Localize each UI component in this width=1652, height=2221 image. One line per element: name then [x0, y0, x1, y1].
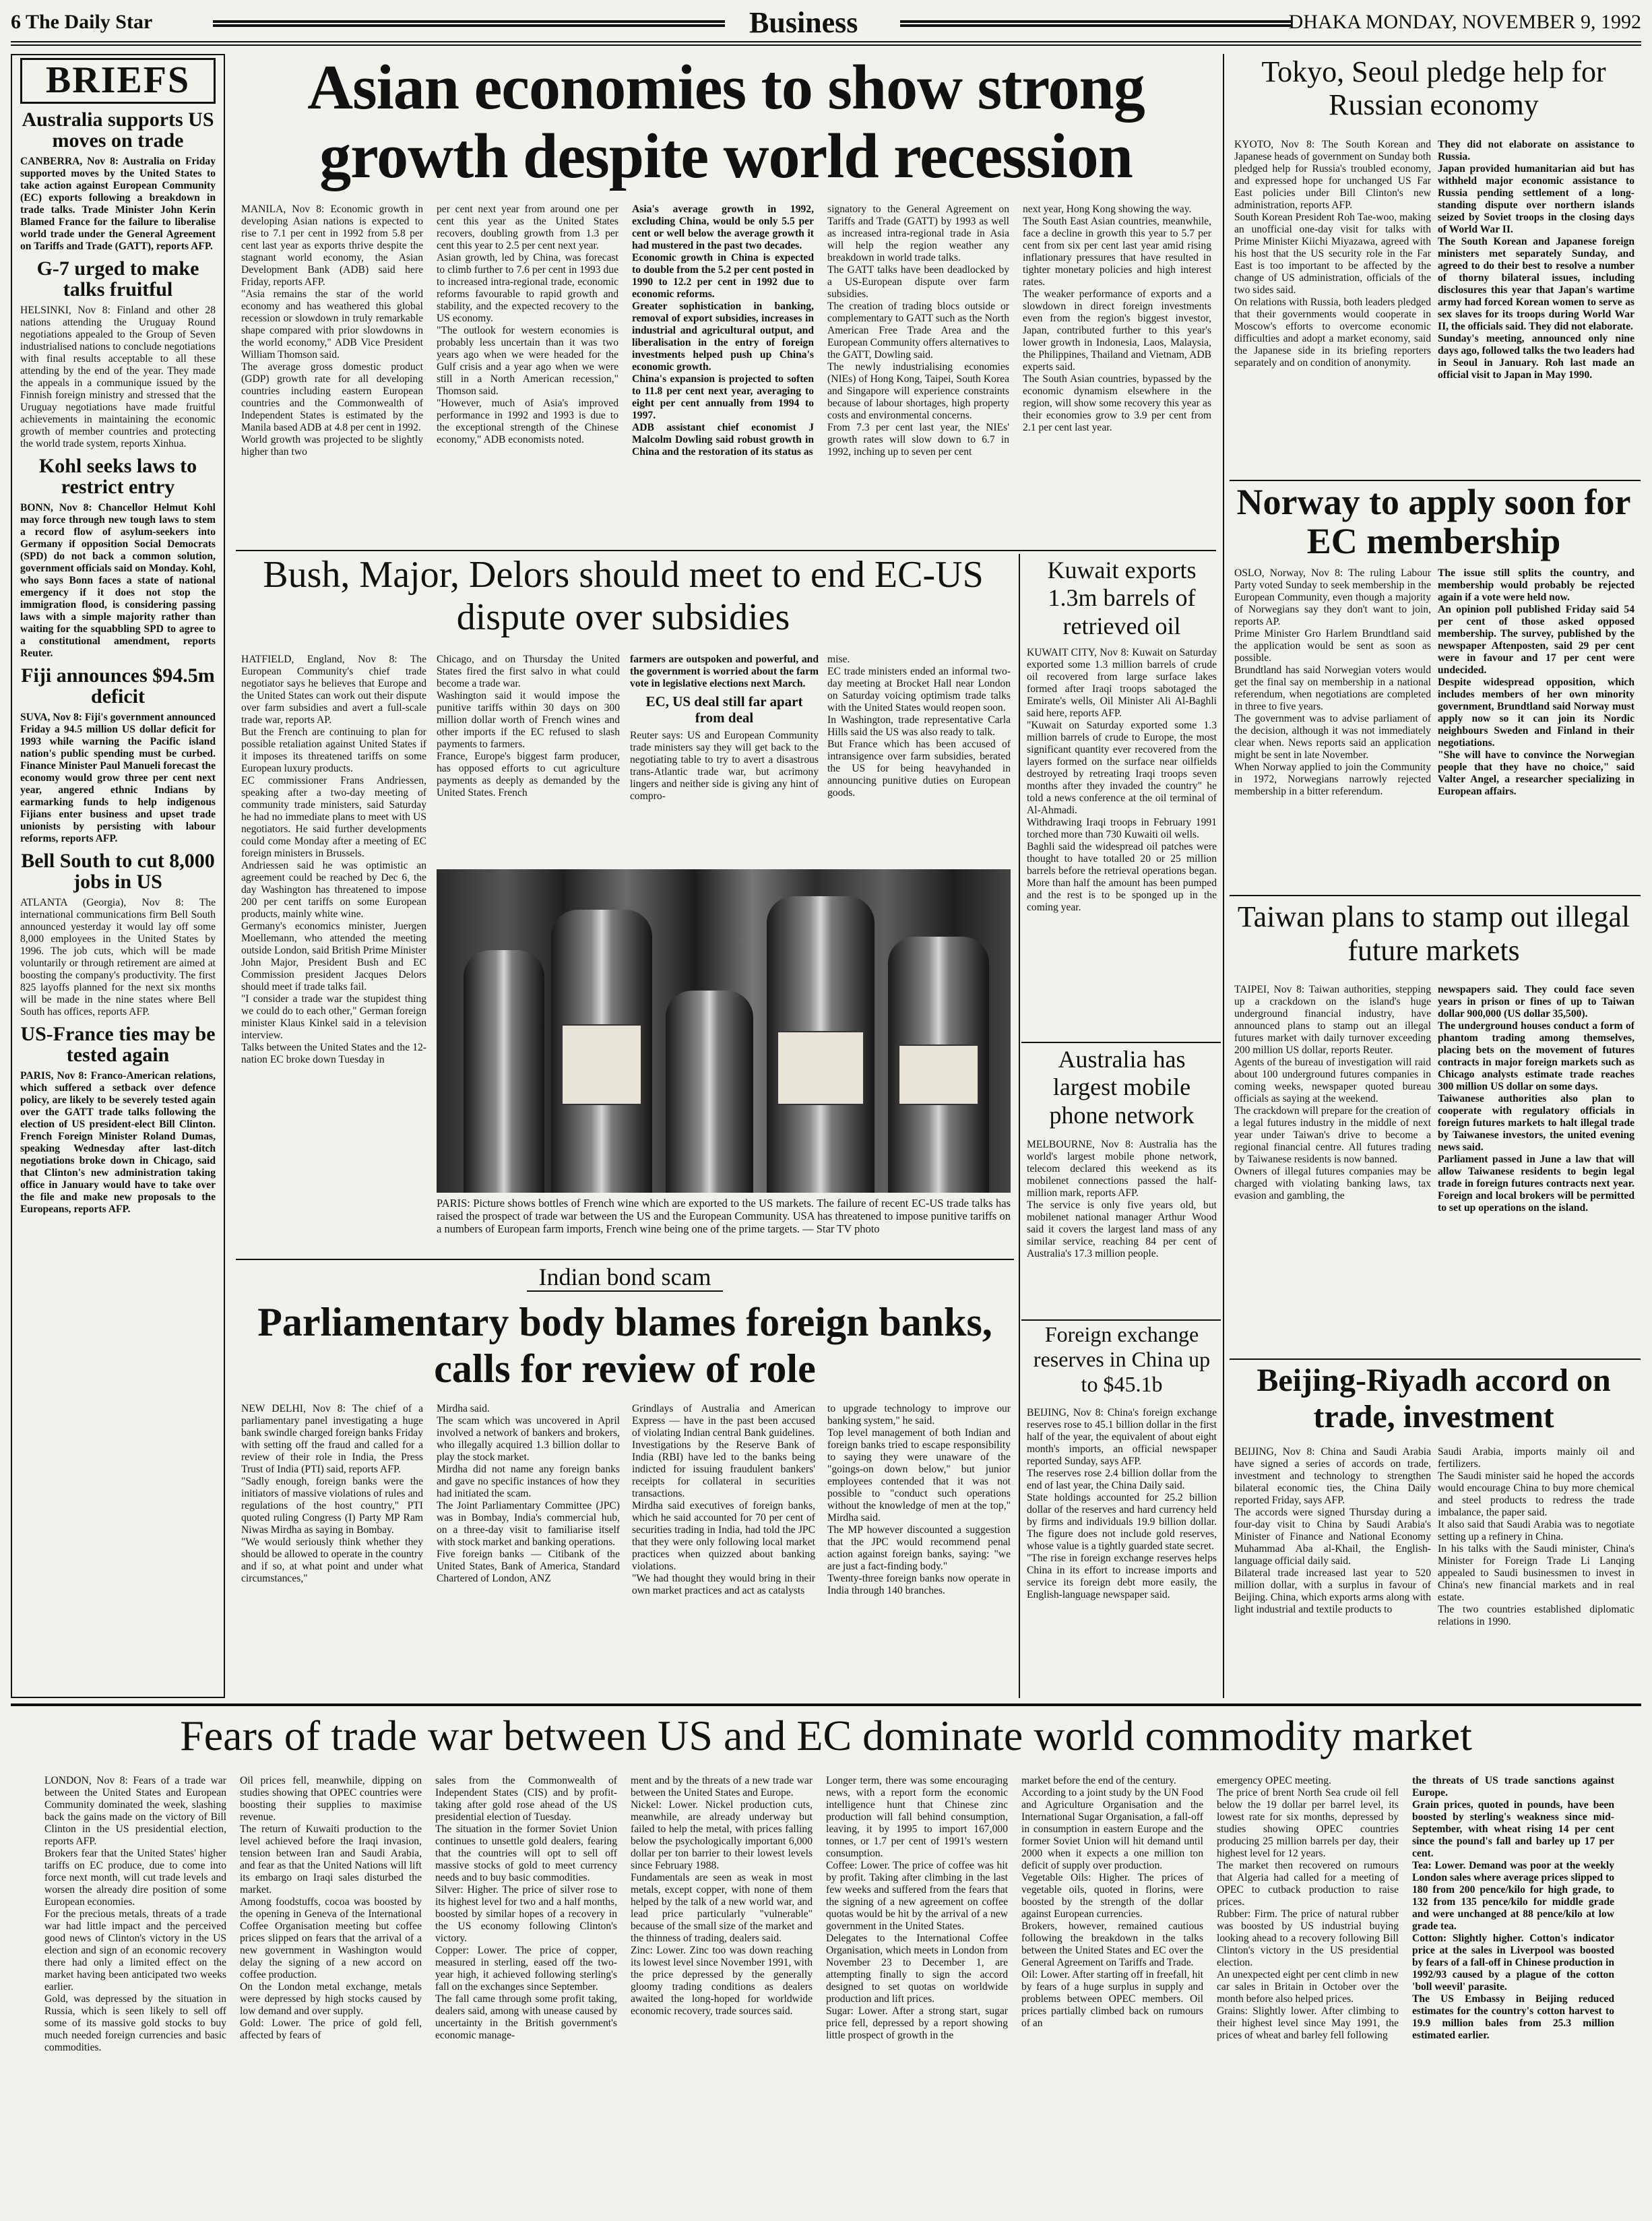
brief-headline: Kohl seeks laws to restrict entry [38, 454, 197, 499]
bush-col-4: mise. EC trade ministers ended an informal two-day meeting at Brocket Hall near London on Saturday voicing optimism trade talks with the United States would reopen soon. In Washington, trade representative Carla Hills said the US was also ready to talk. But France which has been accused of intransigence over farm subsidies, berated the US for being heavyhanded in announcing punitive duties on European goods. [827, 654, 1011, 799]
indian-kicker: Indian bond scam [527, 1263, 724, 1292]
brief-body: PARIS, Nov 8: Franco-American relations, which suffered a setback over defence policy, are likely to be severely tested again over the GATT trade talks following the election of US president-elect Bill Clinton. French Foreign Minister Roland Dumas, speaking Wednesday after last-ditch negotiations broke down in Chicago, said that Clinton's new administration taking office in January would have to take over the file and make new proposals to the Europeans, reports AFP. [20, 1069, 216, 1215]
bush-subhead: EC, US deal still far apart from deal [645, 693, 803, 726]
wine-bottles-photo [437, 869, 1011, 1193]
header-rule-left [213, 20, 725, 27]
page-number-masthead: 6 The Daily Star [11, 11, 153, 33]
bush-col-3 [630, 654, 819, 863]
bush-col-3-text: farmers are outspoken and powerful, and the government is worried about the farm vote in legislative elections next March. [630, 654, 819, 689]
brief-headline: Australia supports US moves on trade [22, 108, 214, 152]
fears-col-5: Longer term, there was some encouraging news, with a report form the economic intelligence hunt that Chinese zinc production will fall behind consumption, leaving, it by 1995 to import 167,000 tonnes, or 1.7 per cent of 1991's western consumption. Coffee: Lower. The price of coffee was hit by profit. Taking after climbing in the last few weeks and suffered from the fears that the signing of a new agreement on coffee quotas would be hit by the arrival of a new government in the United States. Delegates to the International Coffee Organisation, which meets in London from November 23 to December 1, are attempting finally to sign the accord designed to set quotas on worldwide production and lift prices. Sugar: Lower. After a strong start, sugar price fell, depressed by a report showing little prospect of growth in the [826, 1775, 1008, 2041]
forex-body: BEIJING, Nov 8: China's foreign exchange reserves rose to 45.1 billion dollar in the first half of the year, the equivalent of about eight month's imports, an official newspaper reported Sunday, says AFP. The reserves rose 2.4 billion dollar from the end of last year, the China Daily said. State holdings accounted for 25.2 billion dollar of the reserves and hard currency held by firms and individuals 19.9 billion dollar. The figure does not include gold reserves, whose value is a tightly guarded state secret. "The rise in foreign exchange reserves helps China in its effort to increase imports and service its foreign debt more easily, the English-language newspaper said. [1027, 1407, 1217, 1600]
asian-headline-box [236, 54, 1216, 202]
rule [1021, 1319, 1221, 1321]
rule [236, 550, 1216, 551]
brief-item [20, 109, 216, 253]
brief-body: HELSINKI, Nov 8: Finland and other 28 nations attending the Uruguay Round negotiations appealed to the Group of Seven industrialised nations to conclude negotiations with final results acceptable to all these attending by the end of the year. They made the appeals in a communique issued by the Finnish foreign ministry and stressed that the Uruguay negotiations have made fruitful achievements in maintaining the economic growth of member countries and protecting the world trade system, reports Xinhua. [20, 304, 216, 449]
brief-headline: G-7 urged to make talks fruitful [36, 257, 199, 301]
asian-headline: Asian economies to show strong growth despite world recession [307, 54, 1145, 191]
fears-col-8: the threats of US trade sanctions against Europe. Grain prices, quoted in pounds, have been boosted by sterling's weakness since mid-September, with wheat rising 14 per cent since the pound's fall and barley up 17 per cent. Tea: Lower. Demand was poor at the weekly London sales where average prices slipped to 180 from 200 pence/kilo for high grade, to 132 from 135 pence/kilo for middle grade and were unchanged at 88 pence/kilo at low grade tea. Cotton: Slightly higher. Cotton's indicator price at the sales in Liverpool was boosted by fears of a fall-off in Chinese production in 1992/93 caused by a plague of the cotton 'boll weevil' parasite. The US Embassy in Beijing reduced estimates for the country's cotton harvest to 19.9 million bales from 25.3 million estimated earlier. [1412, 1775, 1614, 2041]
indian-col-4: to upgrade technology to improve our banking system," he said. Top level management of both Indian and foreign banks tried to escape responsibility to saying they were unaware of the "goings-on down below," but junior employees contended that it was not possible to "conduct such operations without the knowledge of men at the top," Mirdha said. The MP however discounted a suggestion that the JPC would recommend penal action against foreign banks, saying: "we are just a fact-finding body." Twenty-three foreign banks now operate in India through 140 branches. [827, 1403, 1011, 1596]
header-rule-right [900, 20, 1291, 27]
kuwait-headline: Kuwait exports 1.3m barrels of retrieved oil [1047, 557, 1197, 639]
brief-body: SUVA, Nov 8: Fiji's government announced Friday a 94.5 million US dollar deficit for 1993 while warning the Pacific island nation's public spending must be curbed. Finance Minister Paul Manueli forecast the economy would grow three per cent next year, angered ethnic Indians by earmarking funds to help indigenous Fijians enter business and upset trade unionists by persisting with labour reforms, reports AFP. [20, 711, 216, 844]
norway-headline-box [1232, 482, 1636, 563]
kuwait-body: KUWAIT CITY, Nov 8: Kuwait on Saturday exported some 1.3 million barrels of crude oil recovered from large surface lakes formed after Iraqi troops sabotaged the Emirate's wells, Oil Minister Ali Al-Baghli said here, reports AFP. "Kuwait on Saturday exported some 1.3 million barrels of crude to Europe, the most significant quantity ever recovered from the layers formed on the surface near oilfields destroyed by retreating Iraqi troops seven months after they invaded the country" he told a news conference at the oil terminal of Al-Ahmadi. Withdrawing Iraqi troops in February 1991 torched more than 730 Kuwaiti oil wells. Baghli said the widespread oil patches were thought to have totalled 20 or 25 million barrels before the retrieval operations began. More than half the amount has been pumped and the rest is to be sponged up in the coming year. [1027, 647, 1217, 913]
norway-headline: Norway to apply soon for EC membership [1236, 482, 1631, 562]
bottle-shape [666, 991, 753, 1193]
forex-headline: Foreign exchange reserves in China up to $45.1b [1033, 1322, 1211, 1396]
tokyo-headline: Tokyo, Seoul pledge help for Russian economy [1261, 55, 1606, 122]
tokyo-col-1: KYOTO, Nov 8: The South Korean and Japanese heads of government on Sunday both pledged help for Russia's troubled economy, and expressed hope for unchanged US Far East policies under Bill Clinton's new administration, reports AFP. South Korean President Roh Tae-woo, making an unofficial one-day visit for talks with Prime Minister Kiichi Miyazawa, agreed with his host that the US security role in the Far East is too important to be affected by the change of US administration, officials of the two sides said. On relations with Russia, both leaders pledged that their governments would cooperate in Moscow's efforts to overcome economic difficulties and adopt a market economy, said the Japanese side in its briefing reporters separately and on condition of anonymity. [1234, 139, 1431, 369]
fears-headline-box [11, 1708, 1641, 1772]
indian-col-2: Mirdha said. The scam which was uncovered in April involved a network of bankers and brokers, who illegally acquired 1.3 billion dollar to play the stock market. Mirdha did not name any foreign banks and gave no specific instances of how they had initiated the scam. The Joint Parliamentary Committee (JPC) was in Bombay, India's commercial hub, on a three-day visit to familiarise itself with stock market and banking operations. Five foreign banks — Citibank of the United States, Bank of America, Standard Chartered of London, ANZ [437, 1403, 620, 1584]
section-title: Business [738, 5, 868, 40]
taiwan-headline: Taiwan plans to stamp out illegal future markets [1237, 900, 1630, 968]
brief-item [20, 456, 216, 660]
fears-col-1: LONDON, Nov 8: Fears of a trade war between the United States and European Community dominated the week, slashing back the gains made on the victory of Bill Clinton in the US presidential election, reports AFP. Brokers fear that the United States' higher tariffs on EC produce, due to come into force next month, will cut trade levels and worsen the already dire position of some European economies. For the precious metals, threats of a trade war had little impact and the perceived good news of Clinton's victory in the US election and sign of an economic recovery there had only a limited effect on the market having been anticipated two weeks earlier. Gold, was depressed by the situation in Russia, which is seen likely to sell off some of its massive gold stocks to buy much needed foreign currencies and basic commodities. [44, 1775, 226, 2053]
bottle-shape [464, 950, 544, 1193]
fears-col-3: sales from the Commonwealth of Independent States (CIS) and by profit-taking after gold rose ahead of the US presidential election of Tuesday. The situation in the former Soviet Union continues to unsettle gold dealers, fearing that the countries will opt to sell off massive stocks of gold to meet currency needs and to buy basic commodities. Silver: Higher. The price of silver rose to its highest level for two and a half months, boosted by similar hopes of a recovery in the US economy following Clinton's victory. Copper: Lower. The price of copper, measured in sterling, eased off the two-year high, it achieved following sterling's fall on the exchanges since September. The fall came through some profit taking, dealers said, among with unease caused by uncertainty in the British government's economic manage- [435, 1775, 617, 2041]
rule [11, 1703, 1641, 1706]
indian-kicker-box [236, 1263, 1014, 1296]
norway-col-1: OSLO, Norway, Nov 8: The ruling Labour Party voted Sunday to seek membership in the European Community, even though a majority of Norwegians say they don't want to join, reports AP. Prime Minister Gro Harlem Brundtland said the application would be sent as soon as possible. Brundtland has said Norwegian voters would get the final say on membership in a national referendum, when negotiations are completed in three to five years. The government was to advise parliament of the decision, although it was not immediately clear when. News reports said an application might be sent in late November. When Norway applied to join the Community in 1972, Norwegians narrowly rejected membership in a bitter referendum. [1234, 567, 1431, 797]
asian-col-3: Asia's average growth in 1992, excluding China, would be only 5.5 per cent or well below the average growth it had mustered in the past two decades. Economic growth in China is expected to double from the 5.2 per cent posted in 1990 to 12.2 per cent in 1992 due to economic reforms. Greater sophistication in banking, removal of export subsidies, increases in industrial and agricultural output, and liberalisation in the entry of foreign investments helped push up China's economic growth. China's expansion is projected to soften to 11.8 per cent next year, averaging to eight per cent annually from 1994 to 1997. ADB assistant chief economist J Malcolm Dowling said robust growth in China and the restoration of its status as [632, 204, 814, 458]
rule [1230, 480, 1641, 481]
taiwan-col-1: TAIPEI, Nov 8: Taiwan authorities, stepping up a crackdown on the island's huge underground financial industry, have announced plans to stamp out an illegal futures market with daily turnover exceeding 200 million US dollar, reports Reuter. Agents of the bureau of investigation will raid about 100 underground futures companies in coming weeks, newspaper quoted bureau officials as saying at the weekend. The crackdown will prepare for the creation of a legal futures industry in the middle of next year under Taiwan's drive to become a regional financial centre. All futures trading by Taiwanese residents is now banned. Owners of illegal futures companies may be charged with violating banking laws, tax evasion and gambling, the [1234, 984, 1431, 1201]
beijing-headline-box [1232, 1363, 1636, 1443]
rule [1230, 1358, 1641, 1360]
kuwait-headline-box [1025, 557, 1218, 644]
asian-col-2: per cent next year from around one per cent this year as the United States recovers, doubling growth from 1.3 per cent this year to 2.5 per cent next year. Asian growth, led by China, was forecast to climb further to 7.6 per cent in 1993 due to increased intra-regional trade, economic reforms favourable to rapid growth and stability, and the expected recovery to the US economy. "The outlook for western economies is probably less uncertain than it was two years ago when we were headed for the Gulf crisis and a year ago when we were still in a North American recession," Thomson said. "However, much of Asia's improved performance in 1992 and 1993 is due to the exceptional strength of the Chinese economy," ADB economists noted. [437, 204, 618, 445]
brief-item [20, 665, 216, 845]
fears-col-4: ment and by the threats of a new trade war between the United States and Europe. Nickel: Lower. Nickel production cuts, meanwhile, are already underway but failed to help the metal, with prices falling below the psychologically important 6,000 dollar per ton barrier to their lowest levels since February 1988. Fundamentals are seen as weak in most metals, except copper, with none of them helped by the talk of a new world war, and lead price particularly "vulnerable" because of the small size of the market and the thinness of trading, dealers said. Zinc: Lower. Zinc too was down reaching its lowest level since November 1991, with the price depressed by the generally gloomy trading conditions as dealers awaited the long-hoped for worldwide economic recovery, trade sources said. [631, 1775, 813, 2017]
brief-body: BONN, Nov 8: Chancellor Helmut Kohl may force through new tough laws to stem a record flow of asylum-seekers into Germany if opposition Social Democrats (SPD) do not back a common solution, government officials said on Monday. Kohl, who says Bonn faces a state of national emergency if it does not stop the immigration flood, is considering passing laws with a simple majority rather than waiting for the squabbling SPD to agree to a constitutional amendment, reports Reuter. [20, 501, 216, 659]
briefs-title: BRIEFS [20, 58, 216, 104]
brief-item [20, 850, 216, 1018]
bush-headline: Bush, Major, Delors should meet to end EC-US dispute over subsidies [263, 554, 984, 638]
bush-headline-box [236, 554, 1011, 648]
tokyo-col-2: They did not elaborate on assistance to Russia. Japan provided humanitarian aid but has withheld major economic assistance to Russia pending settlement of a long-standing dispute over northern islands seized by Soviet troops in the closing days of World War II. The South Korean and Japanese foreign ministers met separately Sunday, and agreed to do their best to resolve a number of thorny bilateral issues, including disclosures this year that Japan's wartime army had forced Korean women to serve as sex slaves for its troops during World War II, the officials said. They did not elaborate. Sunday's meeting, announced only nine days ago, followed talks the two leaders had in Seoul in January. Roh last made an official visit to Japan in May 1990. [1438, 139, 1634, 381]
rule [236, 1259, 1014, 1260]
indian-col-3: Grindlays of Australia and American Express — have in the past been accused of violating Indian central Bank guidelines. Investigations by the Reserve Bank of India (RBI) have led to the banks being indicted for issuing fraudulent bankers' receipts for collateral in securities transactions. Mirdha said executives of foreign banks, which he said accounted for 70 per cent of securities trading in India, had told the JPC that they were only following local market practices when quizzed about banking violations. "We had thought they would bring in their own market practices and act as catalysts [632, 1403, 815, 1596]
brief-item [20, 258, 216, 450]
beijing-col-2: Saudi Arabia, imports mainly oil and fertilizers. The Saudi minister said he hoped the accords would encourage China to buy more chemical and steel products to redress the trade imbalance, the paper said. It also said that Saudi Arabia was to negotiate setting up a refinery in China. In his talks with the Saudi minister, China's Minister for Foreign Trade Li Lanqing appealed to Saudi businessmen to invest in China's new financial markets and in real estate. The two countries established diplomatic relations in 1990. [1438, 1446, 1634, 1627]
page-header [11, 4, 1641, 46]
forex-headline-box [1025, 1322, 1218, 1404]
indian-headline-box [236, 1299, 1014, 1400]
fears-col-7: emergency OPEC meeting. The price of brent North Sea crude oil fell below the 19 dollar per barrel level, its lowest rate for six months, depressed by studies showing OPEC countries producing 25 million barrels per day, their highest level for 12 years. The market then recovered on rumours that Algeria had called for a meeting of OPEC to cutback production to raise prices. Rubber: Firm. The price of natural rubber was boosted by US industrial buying looking ahead to a recovery following Bill Clinton's victory in the US presidential election. An unexpected eight per cent climb in new car sales in Britain in October over the month before also helped prices. Grains: Slightly lower. After climbing to their highest level since May 1991, the prices of wheat and barley fell following [1217, 1775, 1399, 2041]
asian-col-4: signatory to the General Agreement on Tariffs and Trade (GATT) by 1993 as well as increased intra-regional trade in Asia will help the region weather any breakdown in world trade talks. The GATT talks have been deadlocked by a US-European dispute over farm subsidies. The creation of trading blocs outside or complementary to GATT such as the North American Free Trade Area and the European Community offers alternatives to the GATT, Dowling said. The newly industrialising economies (NIEs) of Hong Kong, Taipei, South Korea and Singapore will experience constraints because of labour shortages, high property costs and environmental concerns. From 7.3 per cent last year, the NIEs' growth rates will slow down to 6.7 in 1992, inching up to seven per cent [827, 204, 1009, 458]
bush-col-2: Chicago, and on Thursday the United States fired the first salvo in what could become a trade war. Washington said it would impose the punitive tariffs within 30 days on 300 million dollar worth of French wines and other imports if the EC refused to slash payments to farmers. France, Europe's biggest farm producer, has opposed efforts to cut agriculture payments as deeply as demanded by the United States. French [437, 654, 620, 799]
fears-col-2: Oil prices fell, meanwhile, dipping on studies showing that OPEC countries were boosting their supplies to maximise revenue. The return of Kuwaiti production to the level achieved before the Iraqi invasion, tension between Iran and Saudi Arabia, and fear as that the United Nations will lift its embargo on Iraqi sales disturbed the market. Among foodstuffs, cocoa was boosted by the opening in Geneva of the International Coffee Organisation meeting but coffee prices slipped on fears that the arrival of a new government in Washington would delay the signing of a new accord on coffee production. On the London metal exchange, metals were depressed by high stocks caused by low demand and over supply. Gold: Lower. The price of gold fell, affected by fears of [240, 1775, 422, 2041]
beijing-headline: Beijing-Riyadh accord on trade, investment [1257, 1363, 1611, 1435]
brief-body: CANBERRA, Nov 8: Australia on Friday supported moves by the United States to take action against European Community (EC) exports following a breakdown in trade talks. Trade Minister John Kerin Blamed France for the failure to liberalise world trade under the General Agreement on Tariffs and Trade (GATT), reports AFP. [20, 155, 216, 252]
brief-headline: Fiji announces $94.5m deficit [21, 664, 215, 708]
beijing-col-1: BEIJING, Nov 8: China and Saudi Arabia have signed a series of accords on trade, investment and technology to strengthen bilateral economic ties, the China Daily reported Friday, says AFP. The accords were signed Thursday during a four-day visit to China by Saudi Arabia's Minister of Finance and National Economy Muhammad Aba al-Khail, the English-language official daily said. Bilateral trade increased last year to 520 million dollar, with a surplus in favour of Beijing. China, which exports arms along with light industrial and textile products to [1234, 1446, 1431, 1615]
rule [1230, 895, 1641, 896]
bush-col-1: HATFIELD, England, Nov 8: The European Community's chief trade negotiator says he believes that Europe and the United States can work out their dispute over farm subsidies and avert a full-scale trade war, reports AP. But the French are continuing to plan for possible retaliation against United States if it imposes its threatened tariffs on some European luxury products. EC commissioner Frans Andriessen, speaking after a two-day meeting of community trade ministers, said Saturday he had no immediate plans to meet with US negotiators. He said further developments could come Monday after a meeting of EC foreign ministers in Brussels. Andriessen said he was optimistic an agreement could be reached by Dec 6, the day Washington has threatened to impose 200 per cent tariffs on some European products, mainly white wine. Germany's economics minister, Juergen Moellemann, who attended the meeting outside London, said British Prime Minister John Major, President Bush and EC Commission president Jacques Delors should meet if trade talks fail. "I consider a trade war the stupidest thing we could do to each other," German foreign minister Klaus Kinkel said in a television interview. Talks between the United States and the 12-nation EC broke down Tuesday in [241, 654, 426, 1065]
fears-headline: Fears of trade war between US and EC dominate world commodity market [180, 1712, 1472, 1759]
norway-col-2: The issue still splits the country, and membership would probably be rejected again if a vote were held now. An opinion poll published Friday said 54 per cent of those asked opposed membership. The survey, published by the newspaper Aftenposten, said 29 per cent were in favour and 17 per cent were undecided. Despite widespread opposition, which includes members of her own minority government, Brundtland said Norway must apply now so it can join its Nordic neighbours Sweden and Finland in their negotiations. "She will have to convince the Norwegian people that they have no choice," said Valter Angel, a researcher specializing in European affairs. [1438, 567, 1634, 797]
brief-headline: Bell South to cut 8,000 jobs in US [21, 849, 215, 894]
photo-caption: PARIS: Picture shows bottles of French wine which are exported to the US markets. The failure of recent EC-US trade talks has raised the prospect of trade war between the US and the European Community. USA has threatened to impose punitive tariffs on a numbers of European farm imports, French wine being one of the prime targets. — Star TV photo [437, 1197, 1011, 1236]
brief-body: ATLANTA (Georgia), Nov 8: The international communications firm Bell South announced yesterday it would lay off some 8,000 employees in the United States by 1996. The job cuts, which will be made voluntarily or through retirement are aimed at boosting the company's productivity. The first 825 layoffs planned for the next six months will be made in the nine states where Bell South has offices, reports AFP. [20, 896, 216, 1018]
column-rule [1019, 554, 1020, 1698]
asian-col-5: next year, Hong Kong showing the way. The South East Asian countries, meanwhile, face a decline in growth this year to 5.7 per cent from six per cent last year amid rising inflationary pressures that have resulted in tighter monetary policies and high interest rates. The weaker performance of exports and a slowdown in direct foreign investments even from the region's biggest investor, Japan, contributed further to this year's lower growth in Indonesia, Laos, Malaysia, the Philippines, Thailand and Vietnam, ADB experts said. The South Asian countries, bypassed by the economic dynamism elsewhere in the region, will show some recovery this year as their economies grow to 3.9 per cent from 2.1 per cent last year. [1023, 204, 1211, 433]
asian-col-1: MANILA, Nov 8: Economic growth in developing Asian nations is expected to rise to 7.1 per cent in 1992 from 5.8 per cent last year as exports thrive despite the stagnant world economy, the Asian Development Bank (ADB) said here Friday, reports AFP. "Asia remains the star of the world economy and has weathered this global recession or slowdown in truly remarkable shape compared with prior slowdowns in the world economy," ADB Vice President William Thomson said. The average gross domestic product (GDP) growth rate for all developing countries including eastern European countries and the Commonwealth of Independent States is estimated by the Manila based ADB at 4.8 per cent in 1992. World growth was projected to be slightly higher than two [241, 204, 423, 458]
australia-body: MELBOURNE, Nov 8: Australia has the world's largest mobile phone network, telecom declared this weekend as its mobilenet connections passed the half-million mark, reports AFP. The service is only five years old, but mobilenet national manager Arthur Wood said it covers the largest land mass of any similar service, reaching 84 per cent of Australia's 17.3 million people. [1027, 1139, 1217, 1259]
australia-headline-box [1025, 1046, 1218, 1133]
fears-col-6: market before the end of the century. According to a joint study by the UN Food and Agriculture Organisation and the International Sugar Organisation, a fall-off in consumption in eastern Europe and the former Soviet Union will hit demand until 2000 when it expects a one million ton deficit of supply over production. Vegetable Oils: Higher. The prices of vegetable oils, quoted in florins, were boosted by the strength of the dollar against European currencies. Brokers, however, remained cautious following the breakdown in the talks between the United States and EC over the General Agreement on Tariffs and Trade. Oil: Lower. After starting off in freefall, hit by fears of a huge surplus in supply and problems between OPEC members. Oil prices partially climbed back on rumours of an [1021, 1775, 1203, 2029]
briefs-column [11, 54, 225, 1698]
tokyo-headline-box [1232, 55, 1636, 136]
indian-col-1: NEW DELHI, Nov 8: The chief of a parliamentary panel investigating a huge bank swindle charged foreign banks Friday with setting off the fraud and called for a review of their role in India, the Press Trust of India (PTI) said, reports AFP. "Sadly enough, foreign banks were the initiators of massive violations of rules and regulations of the host country," PTI quoted ruling Congress (I) Party MP Ram Niwas Mirdha as saying in Bombay. "We would seriously think whether they should be allowed to operate in the country and if so, at what point and under what circumstances," [241, 1403, 423, 1584]
australia-headline: Australia has largest mobile phone network [1049, 1046, 1195, 1129]
brief-item [20, 1024, 216, 1216]
brief-headline: US-France ties may be tested again [20, 1022, 216, 1067]
bush-subbody: Reuter says: US and European Community trade ministers say they will get back to the negotiating table to try to avert a disastrous trans-Atlantic trade war, but acrimony lingers and neither side is giving any hint of compro- [630, 730, 819, 803]
bottle-label [561, 1024, 642, 1105]
taiwan-headline-box [1232, 900, 1636, 981]
column-rule [1223, 54, 1224, 1698]
taiwan-col-2: newspapers said. They could face seven years in prison or fines of up to Taiwan dollar 900,000 (US dollar 35,500). The underground houses conduct a form of phantom trading among themselves, placing bets on the movement of futures contracts in major foreign markets such as Chicago analysts estimate trade reaches 300 million US dollar on some days. Taiwanese authorities also plan to cooperate with regulatory officials in foreign futures markets to halt illegal trade by Taiwanese investors, the united evening news said. Parliament passed in June a law that will allow Taiwanese residents to begin legal trade in foreign futures contracts next year. Foreign and local brokers will be permitted to set up operations on the island. [1438, 984, 1634, 1214]
bottle-label [777, 1031, 864, 1105]
rule [1021, 1042, 1221, 1043]
dateline: DHAKA MONDAY, NOVEMBER 9, 1992 [1288, 11, 1641, 33]
indian-headline: Parliamentary body blames foreign banks, calls for review of role [257, 1300, 992, 1391]
bottle-label [898, 1044, 979, 1105]
